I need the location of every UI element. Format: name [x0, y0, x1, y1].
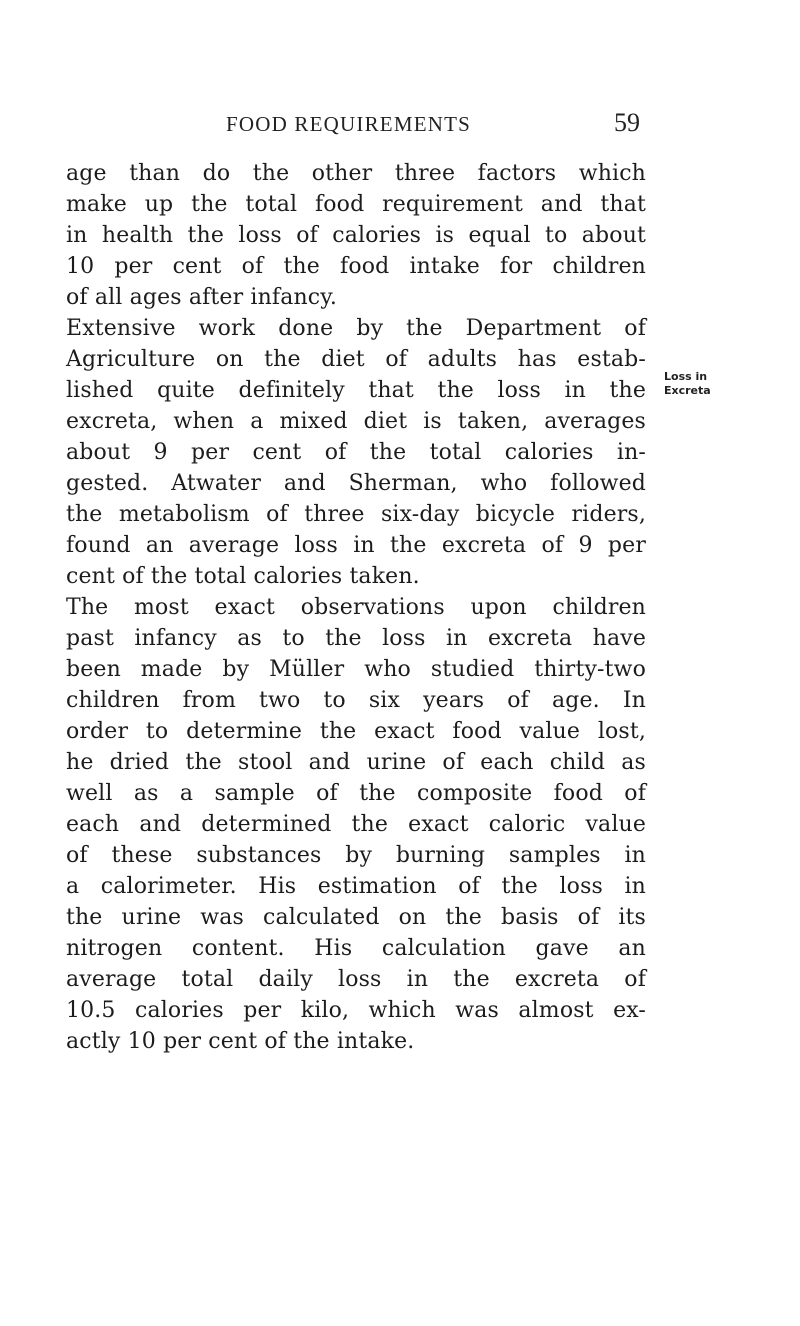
text-line: a calorimeter. His estimation of the loss in	[66, 874, 646, 899]
text-line: in health the loss of calories is equal to about	[66, 223, 646, 248]
text-line: 10.5 calories per kilo, which was almost ex-	[66, 998, 646, 1023]
text-line: the urine was calculated on the basis of its	[66, 905, 646, 930]
text-line: children from two to six years of age. In	[66, 688, 646, 713]
text-line: cent of the total calories taken.	[66, 564, 420, 589]
text-line: the metabolism of three six-day bicycle riders,	[66, 502, 646, 527]
text-line: excreta, when a mixed diet is taken, averages	[66, 409, 646, 434]
text-line: nitrogen content. His calculation gave an	[66, 936, 646, 961]
text-line: 10 per cent of the food intake for children	[66, 254, 646, 279]
text-line: The most exact observations upon children	[66, 595, 646, 620]
margin-note-line-1: Loss in	[664, 370, 708, 383]
text-line: past infancy as to the loss in excreta have	[66, 626, 646, 651]
text-line: actly 10 per cent of the intake.	[66, 1029, 415, 1054]
text-line: order to determine the exact food value lost,	[66, 719, 646, 744]
text-line: he dried the stool and urine of each child as	[66, 750, 646, 775]
text-line: of all ages after infancy.	[66, 285, 338, 310]
text-line: been made by Müller who studied thirty-two	[66, 657, 646, 682]
margin-note-line-2: Excreta	[664, 384, 711, 397]
text-line: age than do the other three factors which	[66, 161, 646, 186]
text-line: make up the total food requirement and that	[66, 192, 646, 217]
page-number: 59	[614, 108, 640, 137]
text-line: found an average loss in the excreta of 9 per	[66, 533, 646, 558]
text-line: about 9 per cent of the total calories in-	[66, 440, 646, 465]
text-line: well as a sample of the composite food of	[66, 781, 646, 806]
text-line: Extensive work done by the Department of	[66, 316, 646, 341]
text-line: Agriculture on the diet of adults has estab-	[66, 347, 646, 372]
text-line: average total daily loss in the excreta of	[66, 967, 646, 992]
running-title: FOOD REQUIREMENTS	[226, 112, 471, 136]
text-line: lished quite definitely that the loss in the	[66, 378, 646, 403]
text-line: gested. Atwater and Sherman, who followed	[66, 471, 646, 496]
text-line: of these substances by burning samples in	[66, 843, 646, 868]
text-line: each and determined the exact caloric value	[66, 812, 646, 837]
